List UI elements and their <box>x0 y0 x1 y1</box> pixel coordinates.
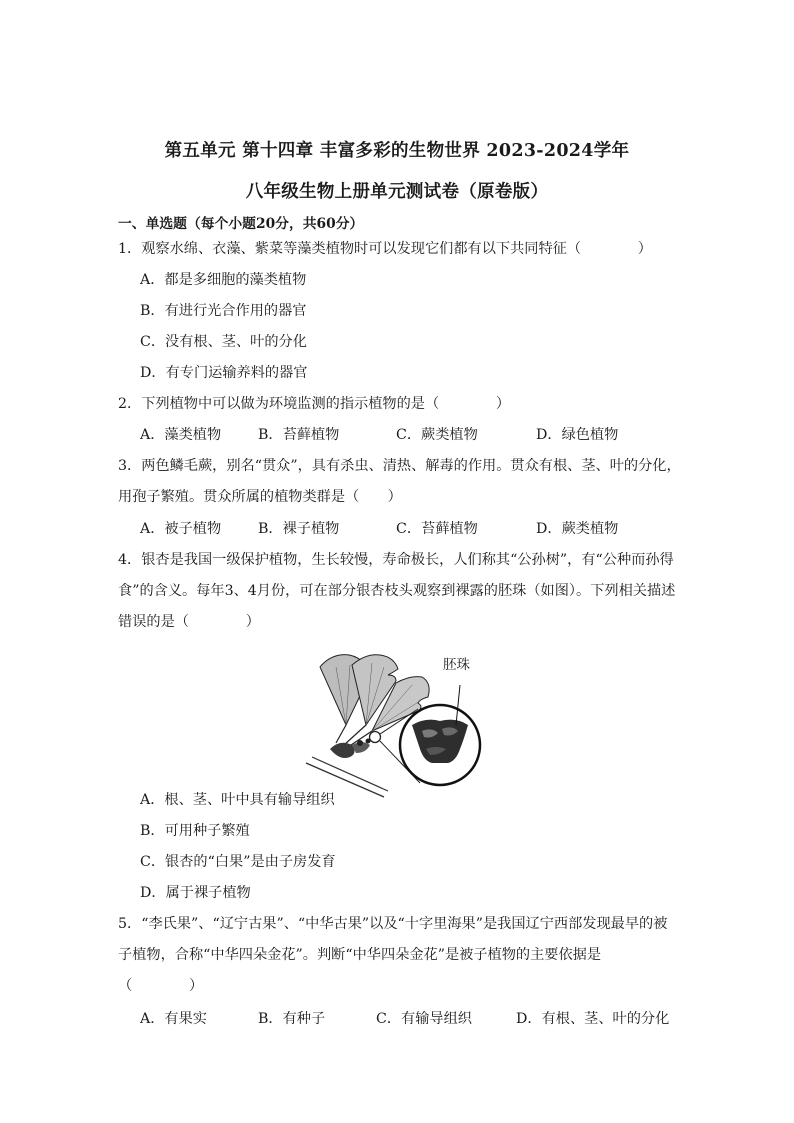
q4-option-b: B．可用种子繁殖 <box>140 823 250 839</box>
title-line-1: 第五单元 第十四章 丰富多彩的生物世界 2023-2024学年 <box>164 141 630 161</box>
q4-stem-line-1: 4．银杏是我国一级保护植物，生长较慢，寿命极长，人们称其“公孙树”，有“公种而孙得 <box>118 552 674 568</box>
section-heading: 一、单选题（每个小题20分，共60分） <box>118 216 364 232</box>
q3-stem-line-1: 3．两色鳞毛蕨，别名“贯众”，具有杀虫、清热、解毒的作用。贯众有根、茎、叶的分化， <box>118 458 681 474</box>
q4-option-a: A．根、茎、叶中具有输导组织 <box>140 792 335 808</box>
q1-stem: 1．观察水绵、衣藻、紫菜等藻类植物时可以发现它们都有以下共同特征（ ） <box>118 241 652 257</box>
title-line-2: 八年级生物上册单元测试卷（原卷版） <box>245 182 549 202</box>
q2-option-b: B．苔藓植物 <box>258 427 340 443</box>
q1-option-b: B．有进行光合作用的器官 <box>140 303 307 319</box>
q5-stem-line-1: 5．“李氏果”、“辽宁古果”、“中华古果”以及“十字里海果”是我国辽宁西部发现最早的被 <box>118 916 668 932</box>
q3-option-a: A．被子植物 <box>140 521 222 537</box>
ginkgo-ovule-figure <box>300 645 485 800</box>
q2-option-c: C．蕨类植物 <box>396 427 478 443</box>
q4-stem-line-2: 食”的含义。每年3、4月份，可在部分银杏枝头观察到裸露的胚珠（如图）。下列相关描述 <box>118 583 676 599</box>
q1-option-d: D．有专门运输养料的器官 <box>140 365 308 381</box>
q1-option-a: A．都是多细胞的藻类植物 <box>140 272 307 288</box>
q3-option-c: C．苔藓植物 <box>396 521 478 537</box>
q2-option-d: D．绿色植物 <box>536 427 619 443</box>
q4-stem-line-3: 错误的是（ ） <box>118 614 260 630</box>
q5-option-b: B．有种子 <box>258 1011 326 1027</box>
q2-stem: 2．下列植物中可以做为环境监测的指示植物的是（ ） <box>118 396 511 412</box>
q2-option-a: A．藻类植物 <box>140 427 222 443</box>
q5-option-c: C．有输导组织 <box>376 1011 472 1027</box>
q5-option-a: A．有果实 <box>140 1011 207 1027</box>
q5-stem-line-2: 子植物，合称“中华四朵金花”。判断“中华四朵金花”是被子植物的主要依据是 <box>118 947 602 963</box>
q5-option-d: D．有根、茎、叶的分化 <box>516 1011 670 1027</box>
q4-option-c: C．银杏的“白果”是由子房发育 <box>140 854 336 870</box>
q5-stem-line-3: （ ） <box>118 978 204 994</box>
q4-option-d: D．属于裸子植物 <box>140 885 251 901</box>
q3-option-d: D．蕨类植物 <box>536 521 619 537</box>
q3-option-b: B．裸子植物 <box>258 521 340 537</box>
q3-stem-line-2: 用孢子繁殖。贯众所属的植物类群是（ ） <box>118 489 402 505</box>
figure-label-ovule: 胚珠 <box>443 657 470 673</box>
q1-option-c: C．没有根、茎、叶的分化 <box>140 334 307 350</box>
